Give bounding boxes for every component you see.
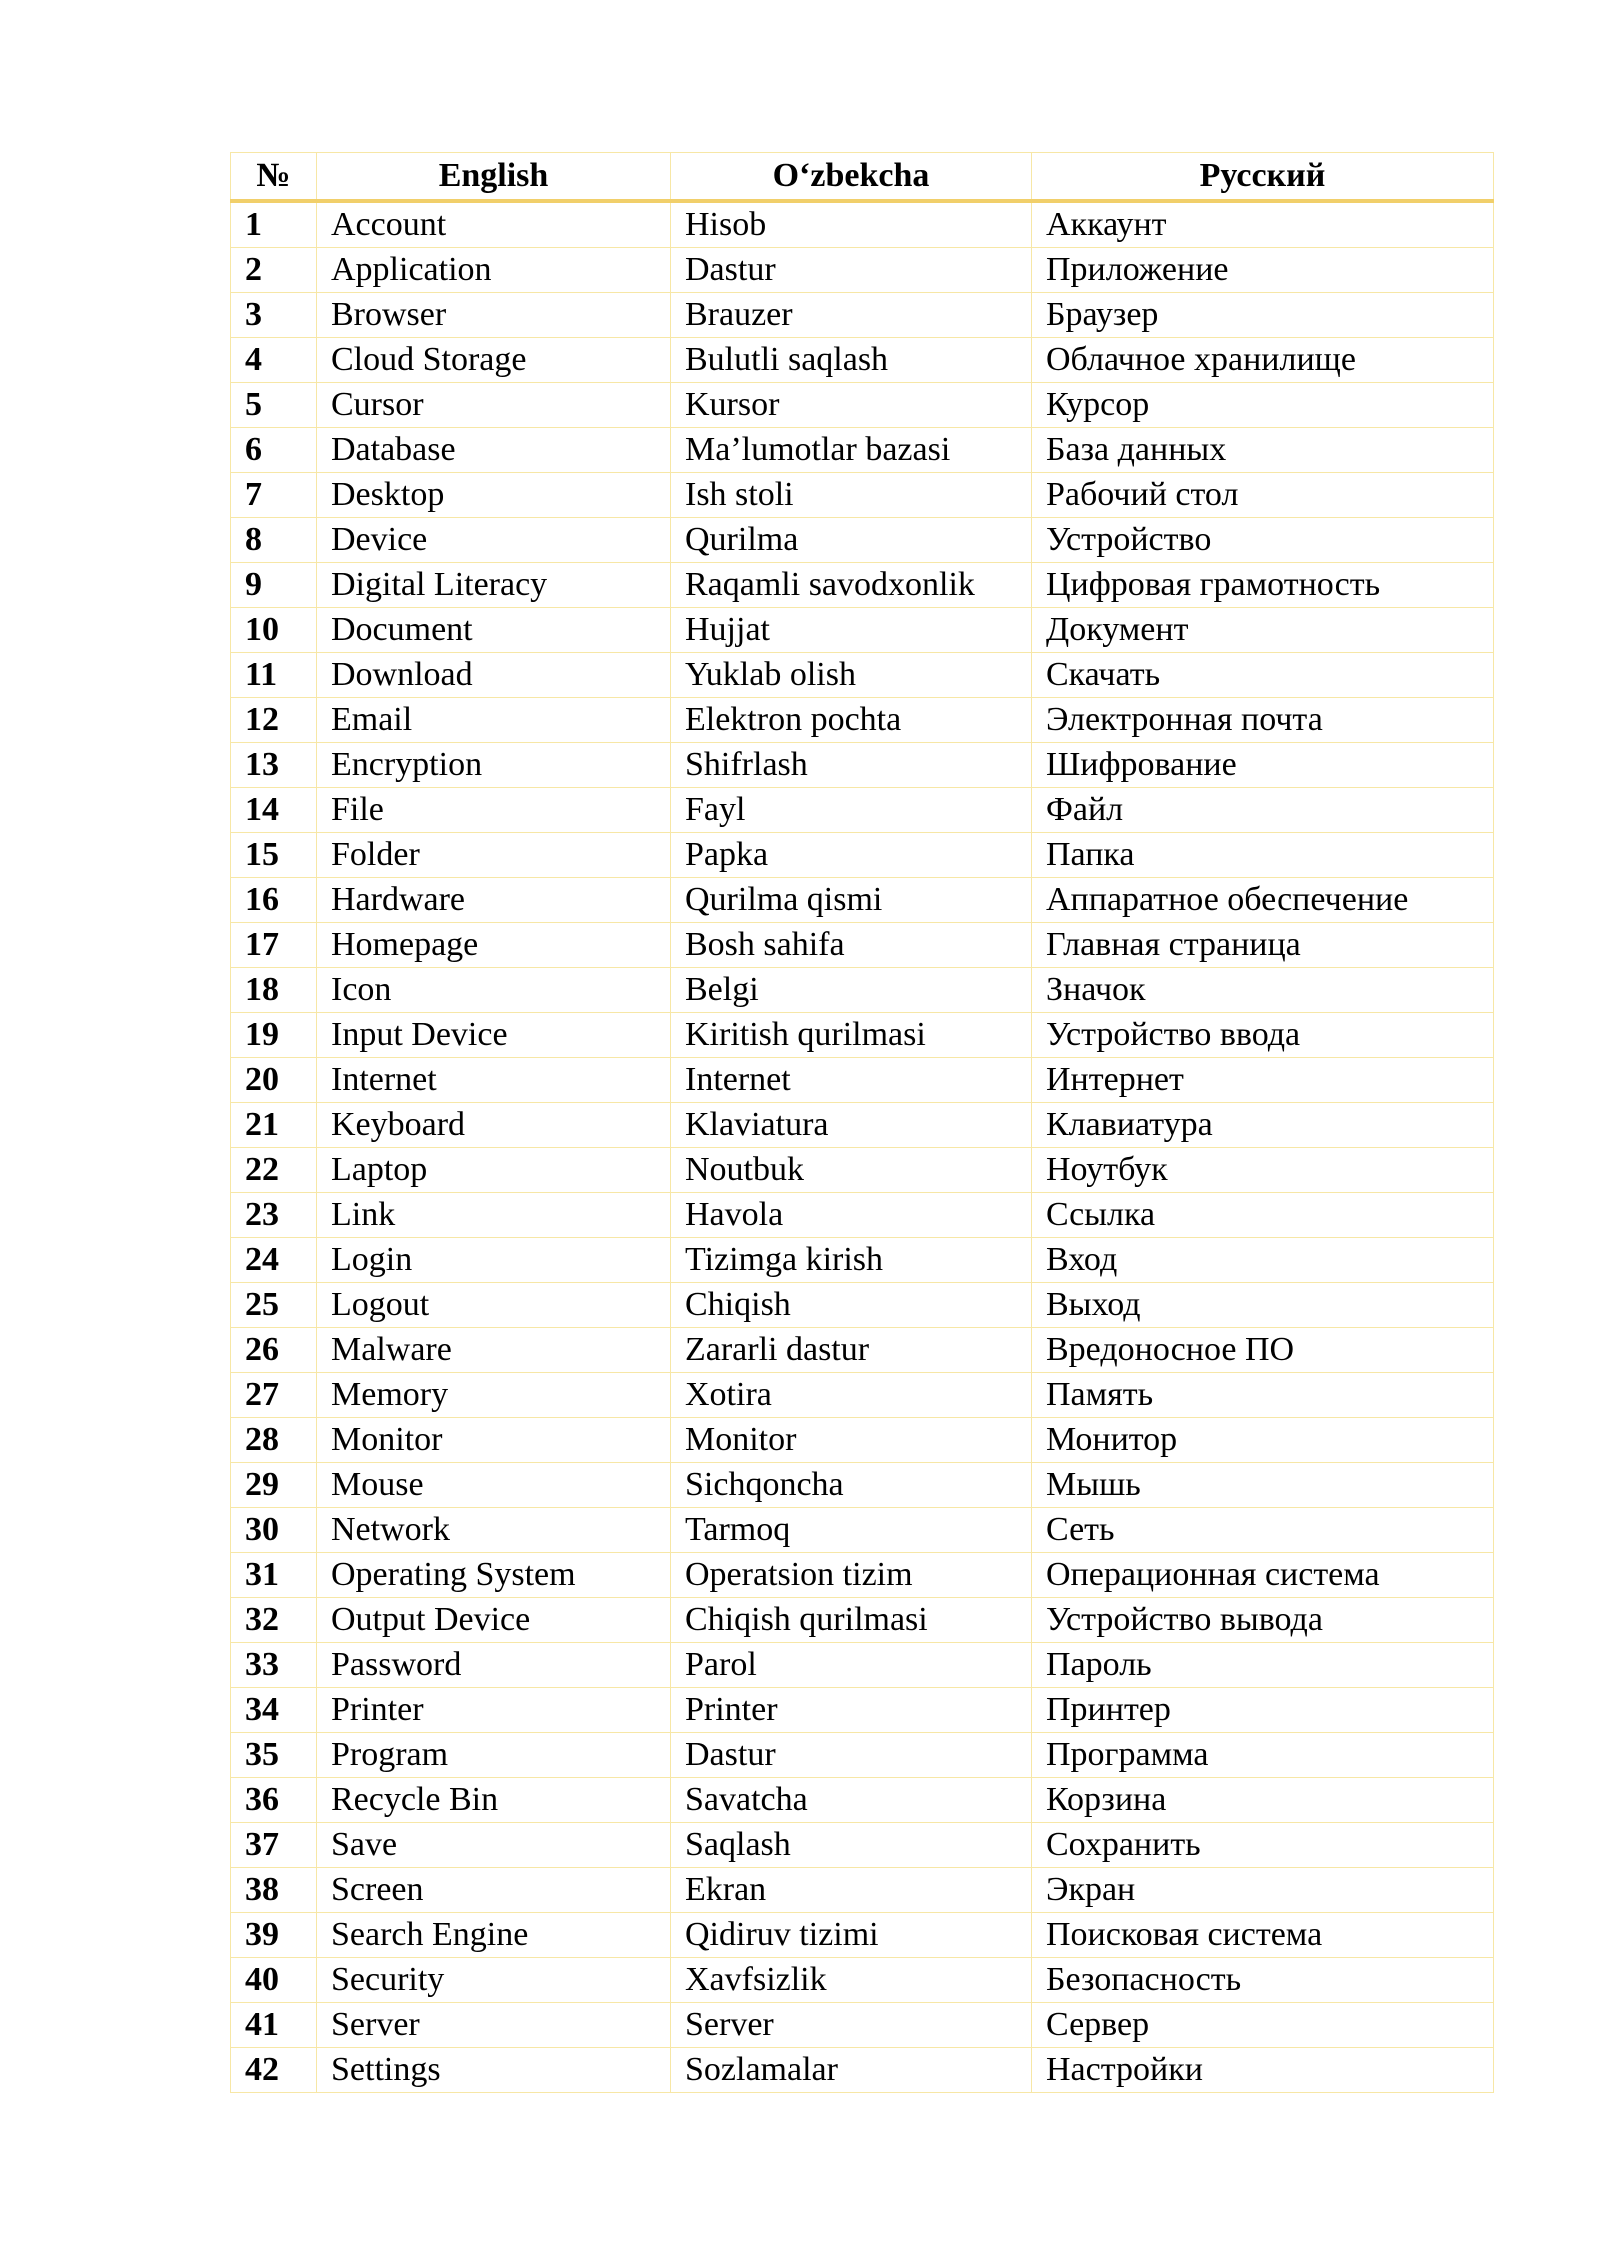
table-row bbox=[231, 1148, 1494, 1193]
russian-term: Сервер bbox=[1032, 2003, 1494, 2048]
row-number: 11 bbox=[231, 653, 317, 698]
english-term: Account bbox=[317, 201, 671, 248]
russian-term: Вход bbox=[1032, 1238, 1494, 1283]
row-number: 39 bbox=[231, 1913, 317, 1958]
english-term: Encryption bbox=[317, 743, 671, 788]
row-number: 5 bbox=[231, 383, 317, 428]
english-term: Recycle Bin bbox=[317, 1778, 671, 1823]
header-russian: Русский bbox=[1032, 153, 1494, 202]
english-term: Save bbox=[317, 1823, 671, 1868]
russian-term: Скачать bbox=[1032, 653, 1494, 698]
row-number: 10 bbox=[231, 608, 317, 653]
table-row bbox=[231, 653, 1494, 698]
table-row bbox=[231, 923, 1494, 968]
row-number: 3 bbox=[231, 293, 317, 338]
row-number: 40 bbox=[231, 1958, 317, 2003]
russian-term: Настройки bbox=[1032, 2048, 1494, 2093]
uzbek-term: Brauzer bbox=[671, 293, 1032, 338]
russian-term: Файл bbox=[1032, 788, 1494, 833]
uzbek-term: Ma’lumotlar bazasi bbox=[671, 428, 1032, 473]
table-row bbox=[231, 428, 1494, 473]
russian-term: Значок bbox=[1032, 968, 1494, 1013]
row-number: 30 bbox=[231, 1508, 317, 1553]
russian-term: Вредоносное ПО bbox=[1032, 1328, 1494, 1373]
russian-term: Клавиатура bbox=[1032, 1103, 1494, 1148]
row-number: 4 bbox=[231, 338, 317, 383]
table-row bbox=[231, 1553, 1494, 1598]
table-row bbox=[231, 338, 1494, 383]
english-term: Laptop bbox=[317, 1148, 671, 1193]
english-term: Server bbox=[317, 2003, 671, 2048]
russian-term: Сеть bbox=[1032, 1508, 1494, 1553]
row-number: 13 bbox=[231, 743, 317, 788]
uzbek-term: Chiqish qurilmasi bbox=[671, 1598, 1032, 1643]
uzbek-term: Zararli dastur bbox=[671, 1328, 1032, 1373]
row-number: 24 bbox=[231, 1238, 317, 1283]
russian-term: Память bbox=[1032, 1373, 1494, 1418]
header-number: № bbox=[231, 153, 317, 202]
table-row bbox=[231, 1823, 1494, 1868]
russian-term: Шифрование bbox=[1032, 743, 1494, 788]
english-term: Cloud Storage bbox=[317, 338, 671, 383]
english-term: Application bbox=[317, 248, 671, 293]
uzbek-term: Dastur bbox=[671, 248, 1032, 293]
table-row bbox=[231, 1103, 1494, 1148]
row-number: 35 bbox=[231, 1733, 317, 1778]
uzbek-term: Bosh sahifa bbox=[671, 923, 1032, 968]
table-row bbox=[231, 293, 1494, 338]
uzbek-term: Shifrlash bbox=[671, 743, 1032, 788]
table-body bbox=[231, 201, 1494, 2093]
english-term: Login bbox=[317, 1238, 671, 1283]
english-term: Icon bbox=[317, 968, 671, 1013]
uzbek-term: Belgi bbox=[671, 968, 1032, 1013]
row-number: 31 bbox=[231, 1553, 317, 1598]
uzbek-term: Kursor bbox=[671, 383, 1032, 428]
english-term: Search Engine bbox=[317, 1913, 671, 1958]
uzbek-term: Server bbox=[671, 2003, 1032, 2048]
uzbek-term: Elektron pochta bbox=[671, 698, 1032, 743]
uzbek-term: Fayl bbox=[671, 788, 1032, 833]
table-row bbox=[231, 1463, 1494, 1508]
russian-term: Ссылка bbox=[1032, 1193, 1494, 1238]
russian-term: Электронная почта bbox=[1032, 698, 1494, 743]
table-row bbox=[231, 1508, 1494, 1553]
table-row bbox=[231, 1958, 1494, 2003]
russian-term: Сохранить bbox=[1032, 1823, 1494, 1868]
table-row bbox=[231, 1013, 1494, 1058]
uzbek-term: Tizimga kirish bbox=[671, 1238, 1032, 1283]
row-number: 25 bbox=[231, 1283, 317, 1328]
uzbek-term: Chiqish bbox=[671, 1283, 1032, 1328]
russian-term: Корзина bbox=[1032, 1778, 1494, 1823]
english-term: Screen bbox=[317, 1868, 671, 1913]
uzbek-term: Hisob bbox=[671, 201, 1032, 248]
uzbek-term: Ekran bbox=[671, 1868, 1032, 1913]
row-number: 17 bbox=[231, 923, 317, 968]
table-row bbox=[231, 563, 1494, 608]
uzbek-term: Sichqoncha bbox=[671, 1463, 1032, 1508]
russian-term: Устройство bbox=[1032, 518, 1494, 563]
table-row bbox=[231, 2048, 1494, 2093]
uzbek-term: Raqamli savodxonlik bbox=[671, 563, 1032, 608]
table-row bbox=[231, 248, 1494, 293]
row-number: 6 bbox=[231, 428, 317, 473]
russian-term: Главная страница bbox=[1032, 923, 1494, 968]
english-term: Email bbox=[317, 698, 671, 743]
uzbek-term: Qurilma bbox=[671, 518, 1032, 563]
english-term: Document bbox=[317, 608, 671, 653]
table-row bbox=[231, 743, 1494, 788]
uzbek-term: Parol bbox=[671, 1643, 1032, 1688]
table-row bbox=[231, 968, 1494, 1013]
glossary-table bbox=[230, 152, 1494, 2093]
english-term: Download bbox=[317, 653, 671, 698]
header-english: English bbox=[317, 153, 671, 202]
row-number: 1 bbox=[231, 201, 317, 248]
russian-term: Аккаунт bbox=[1032, 201, 1494, 248]
russian-term: Приложение bbox=[1032, 248, 1494, 293]
uzbek-term: Yuklab olish bbox=[671, 653, 1032, 698]
table-row bbox=[231, 2003, 1494, 2048]
russian-term: Операционная система bbox=[1032, 1553, 1494, 1598]
uzbek-term: Qurilma qismi bbox=[671, 878, 1032, 923]
row-number: 18 bbox=[231, 968, 317, 1013]
row-number: 33 bbox=[231, 1643, 317, 1688]
uzbek-term: Xavfsizlik bbox=[671, 1958, 1032, 2003]
row-number: 12 bbox=[231, 698, 317, 743]
uzbek-term: Saqlash bbox=[671, 1823, 1032, 1868]
russian-term: Браузер bbox=[1032, 293, 1494, 338]
table-row bbox=[231, 1688, 1494, 1733]
row-number: 15 bbox=[231, 833, 317, 878]
table-row bbox=[231, 1058, 1494, 1103]
uzbek-term: Internet bbox=[671, 1058, 1032, 1103]
english-term: Database bbox=[317, 428, 671, 473]
row-number: 27 bbox=[231, 1373, 317, 1418]
russian-term: Аппаратное обеспечение bbox=[1032, 878, 1494, 923]
table-row bbox=[231, 1418, 1494, 1463]
table-row bbox=[231, 383, 1494, 428]
english-term: Digital Literacy bbox=[317, 563, 671, 608]
uzbek-term: Savatcha bbox=[671, 1778, 1032, 1823]
russian-term: Курсор bbox=[1032, 383, 1494, 428]
english-term: Internet bbox=[317, 1058, 671, 1103]
russian-term: Пароль bbox=[1032, 1643, 1494, 1688]
english-term: Browser bbox=[317, 293, 671, 338]
table-row bbox=[231, 878, 1494, 923]
row-number: 2 bbox=[231, 248, 317, 293]
uzbek-term: Printer bbox=[671, 1688, 1032, 1733]
table-row bbox=[231, 518, 1494, 563]
uzbek-term: Monitor bbox=[671, 1418, 1032, 1463]
uzbek-term: Dastur bbox=[671, 1733, 1032, 1778]
header-row bbox=[231, 153, 1494, 202]
english-term: Operating System bbox=[317, 1553, 671, 1598]
table-row bbox=[231, 833, 1494, 878]
table-row bbox=[231, 1598, 1494, 1643]
table-row bbox=[231, 201, 1494, 248]
table-row bbox=[231, 1373, 1494, 1418]
row-number: 34 bbox=[231, 1688, 317, 1733]
english-term: Network bbox=[317, 1508, 671, 1553]
table-row bbox=[231, 1733, 1494, 1778]
russian-term: Цифровая грамотность bbox=[1032, 563, 1494, 608]
table-row bbox=[231, 473, 1494, 518]
table-row bbox=[231, 698, 1494, 743]
table-row bbox=[231, 788, 1494, 833]
table-row bbox=[231, 1238, 1494, 1283]
english-term: File bbox=[317, 788, 671, 833]
russian-term: Программа bbox=[1032, 1733, 1494, 1778]
uzbek-term: Noutbuk bbox=[671, 1148, 1032, 1193]
english-term: Folder bbox=[317, 833, 671, 878]
table-row bbox=[231, 1913, 1494, 1958]
uzbek-term: Operatsion tizim bbox=[671, 1553, 1032, 1598]
english-term: Logout bbox=[317, 1283, 671, 1328]
english-term: Output Device bbox=[317, 1598, 671, 1643]
english-term: Monitor bbox=[317, 1418, 671, 1463]
english-term: Keyboard bbox=[317, 1103, 671, 1148]
russian-term: Безопасность bbox=[1032, 1958, 1494, 2003]
russian-term: Принтер bbox=[1032, 1688, 1494, 1733]
uzbek-term: Tarmoq bbox=[671, 1508, 1032, 1553]
header-uzbek: O‘zbekcha bbox=[671, 153, 1032, 202]
english-term: Memory bbox=[317, 1373, 671, 1418]
uzbek-term: Sozlamalar bbox=[671, 2048, 1032, 2093]
row-number: 16 bbox=[231, 878, 317, 923]
uzbek-term: Ish stoli bbox=[671, 473, 1032, 518]
english-term: Input Device bbox=[317, 1013, 671, 1058]
russian-term: Экран bbox=[1032, 1868, 1494, 1913]
russian-term: База данных bbox=[1032, 428, 1494, 473]
russian-term: Устройство ввода bbox=[1032, 1013, 1494, 1058]
row-number: 32 bbox=[231, 1598, 317, 1643]
uzbek-term: Havola bbox=[671, 1193, 1032, 1238]
russian-term: Монитор bbox=[1032, 1418, 1494, 1463]
row-number: 41 bbox=[231, 2003, 317, 2048]
row-number: 14 bbox=[231, 788, 317, 833]
row-number: 42 bbox=[231, 2048, 317, 2093]
uzbek-term: Hujjat bbox=[671, 608, 1032, 653]
uzbek-term: Klaviatura bbox=[671, 1103, 1032, 1148]
english-term: Settings bbox=[317, 2048, 671, 2093]
english-term: Printer bbox=[317, 1688, 671, 1733]
uzbek-term: Papka bbox=[671, 833, 1032, 878]
russian-term: Поисковая система bbox=[1032, 1913, 1494, 1958]
english-term: Malware bbox=[317, 1328, 671, 1373]
row-number: 29 bbox=[231, 1463, 317, 1508]
uzbek-term: Xotira bbox=[671, 1373, 1032, 1418]
row-number: 38 bbox=[231, 1868, 317, 1913]
russian-term: Облачное хранилище bbox=[1032, 338, 1494, 383]
english-term: Password bbox=[317, 1643, 671, 1688]
row-number: 20 bbox=[231, 1058, 317, 1103]
row-number: 22 bbox=[231, 1148, 317, 1193]
russian-term: Устройство вывода bbox=[1032, 1598, 1494, 1643]
table-row bbox=[231, 1283, 1494, 1328]
table-header bbox=[231, 153, 1494, 202]
table-row bbox=[231, 608, 1494, 653]
row-number: 21 bbox=[231, 1103, 317, 1148]
english-term: Hardware bbox=[317, 878, 671, 923]
row-number: 23 bbox=[231, 1193, 317, 1238]
table-row bbox=[231, 1868, 1494, 1913]
english-term: Cursor bbox=[317, 383, 671, 428]
russian-term: Интернет bbox=[1032, 1058, 1494, 1103]
uzbek-term: Bulutli saqlash bbox=[671, 338, 1032, 383]
english-term: Mouse bbox=[317, 1463, 671, 1508]
english-term: Link bbox=[317, 1193, 671, 1238]
russian-term: Документ bbox=[1032, 608, 1494, 653]
row-number: 8 bbox=[231, 518, 317, 563]
russian-term: Мышь bbox=[1032, 1463, 1494, 1508]
row-number: 36 bbox=[231, 1778, 317, 1823]
table-row bbox=[231, 1328, 1494, 1373]
russian-term: Ноутбук bbox=[1032, 1148, 1494, 1193]
english-term: Security bbox=[317, 1958, 671, 2003]
row-number: 9 bbox=[231, 563, 317, 608]
english-term: Desktop bbox=[317, 473, 671, 518]
uzbek-term: Qidiruv tizimi bbox=[671, 1913, 1032, 1958]
russian-term: Папка bbox=[1032, 833, 1494, 878]
row-number: 26 bbox=[231, 1328, 317, 1373]
row-number: 7 bbox=[231, 473, 317, 518]
table-row bbox=[231, 1193, 1494, 1238]
english-term: Device bbox=[317, 518, 671, 563]
table-row bbox=[231, 1643, 1494, 1688]
row-number: 19 bbox=[231, 1013, 317, 1058]
russian-term: Выход bbox=[1032, 1283, 1494, 1328]
english-term: Program bbox=[317, 1733, 671, 1778]
table-row bbox=[231, 1778, 1494, 1823]
english-term: Homepage bbox=[317, 923, 671, 968]
uzbek-term: Kiritish qurilmasi bbox=[671, 1013, 1032, 1058]
row-number: 28 bbox=[231, 1418, 317, 1463]
row-number: 37 bbox=[231, 1823, 317, 1868]
russian-term: Рабочий стол bbox=[1032, 473, 1494, 518]
